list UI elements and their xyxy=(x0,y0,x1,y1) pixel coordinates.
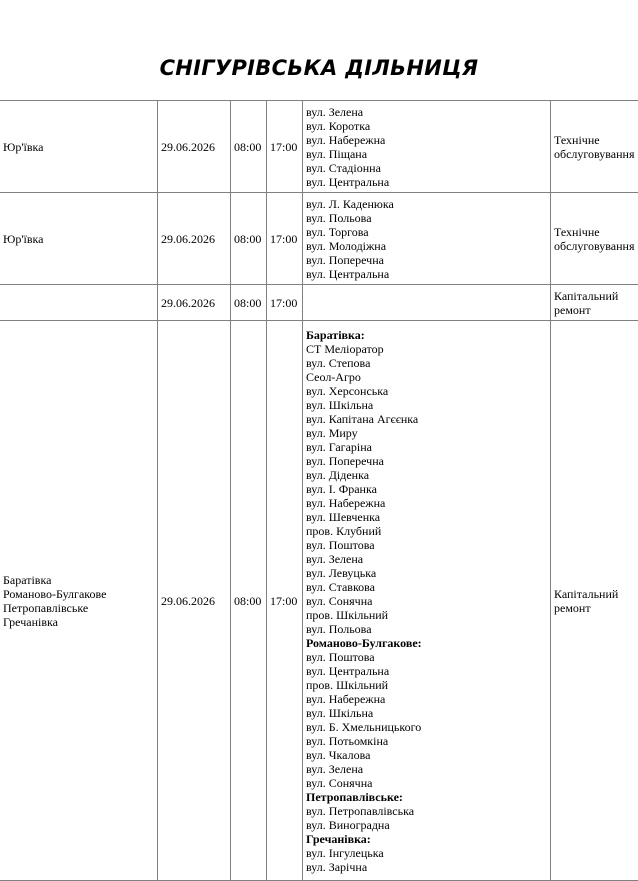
end-time-cell: 17:00 xyxy=(267,321,303,881)
street-item: вул. Б. Хмельницького xyxy=(306,720,547,734)
village-heading: Романово-Булгакове: xyxy=(306,636,547,650)
work-type-text: Капітальний xyxy=(554,289,638,303)
street-item: вул. Петропавлівська xyxy=(306,804,547,818)
street-item: вул. Потьомкіна xyxy=(306,734,547,748)
work-type-text: обслуговування xyxy=(554,147,638,161)
village-heading: Петропавлівське: xyxy=(306,790,547,804)
streets-cell xyxy=(303,101,551,193)
date-cell: 29.06.2026 xyxy=(158,101,231,193)
street-item: вул. Капітана Агєєнка xyxy=(306,412,547,426)
street-item: вул. Сонячна xyxy=(306,776,547,790)
work-type-cell xyxy=(551,285,638,321)
date-cell: 29.06.2026 xyxy=(158,285,231,321)
street-item: Сеол-Агро xyxy=(306,370,547,384)
settlement-name: Баратівка xyxy=(3,573,154,587)
street-item: вул. Зелена xyxy=(306,105,547,119)
street-item: вул. Зелена xyxy=(306,552,547,566)
streets-cell xyxy=(303,321,551,881)
street-item: вул. Центральна xyxy=(306,175,547,189)
street-item: вул. Поштова xyxy=(306,650,547,664)
street-item: вул. Чкалова xyxy=(306,748,547,762)
street-item: вул. Сонячна xyxy=(306,594,547,608)
street-item: вул. Набережна xyxy=(306,496,547,510)
work-type-text: обслуговування xyxy=(554,239,638,253)
street-item: вул. Набережна xyxy=(306,133,547,147)
street-item: вул. Херсонська xyxy=(306,384,547,398)
street-item: вул. Шевченка xyxy=(306,510,547,524)
street-item: вул. Степова xyxy=(306,356,547,370)
table-row xyxy=(0,193,638,285)
street-item: вул. Ставкова xyxy=(306,580,547,594)
street-item: вул. Миру xyxy=(306,426,547,440)
settlement-cell xyxy=(0,321,158,881)
settlement-cell xyxy=(0,101,158,193)
street-item: вул. Діденка xyxy=(306,468,547,482)
settlement-name: Романово-Булгакове xyxy=(3,587,154,601)
settlement-name: Гречанівка xyxy=(3,615,154,629)
work-type-cell xyxy=(551,321,638,881)
street-item: вул. Гагаріна xyxy=(306,440,547,454)
date-cell: 29.06.2026 xyxy=(158,193,231,285)
streets-cell xyxy=(303,193,551,285)
work-type-text: ремонт xyxy=(554,303,638,317)
street-item: вул. Шкільна xyxy=(306,398,547,412)
street-item: вул. Поперечна xyxy=(306,454,547,468)
streets-cell xyxy=(303,285,551,321)
settlement-cell xyxy=(0,285,158,321)
end-time-cell: 17:00 xyxy=(267,193,303,285)
street-item: пров. Шкільний xyxy=(306,608,547,622)
street-item: вул. Польова xyxy=(306,622,547,636)
end-time-cell: 17:00 xyxy=(267,285,303,321)
street-item: вул. Польова xyxy=(306,211,547,225)
street-item: вул. Зарічна xyxy=(306,860,547,874)
work-type-text: Капітальний xyxy=(554,587,638,601)
village-heading: Баратівка: xyxy=(306,328,547,342)
street-item: вул. Торгова xyxy=(306,225,547,239)
work-type-cell xyxy=(551,193,638,285)
settlement-name: Юр'ївка xyxy=(3,140,154,154)
date-cell: 29.06.2026 xyxy=(158,321,231,881)
street-item: вул. Шкільна xyxy=(306,706,547,720)
start-time-cell: 08:00 xyxy=(231,193,267,285)
street-item: вул. І. Франка xyxy=(306,482,547,496)
street-item: пров. Клубний xyxy=(306,524,547,538)
table-row xyxy=(0,101,638,193)
street-item: вул. Коротка xyxy=(306,119,547,133)
work-type-text: ремонт xyxy=(554,601,638,615)
street-item: вул. Левуцька xyxy=(306,566,547,580)
outage-schedule-table xyxy=(0,100,638,881)
table-row xyxy=(0,321,638,881)
street-item: вул. Центральна xyxy=(306,267,547,281)
start-time-cell: 08:00 xyxy=(231,321,267,881)
street-item: вул. Молодіжна xyxy=(306,239,547,253)
street-item: вул. Набережна xyxy=(306,692,547,706)
end-time-cell: 17:00 xyxy=(267,101,303,193)
village-heading: Гречанівка: xyxy=(306,832,547,846)
table-row xyxy=(0,285,638,321)
street-item: вул. Л. Каденюка xyxy=(306,197,547,211)
street-item: СТ Меліоратор xyxy=(306,342,547,356)
work-type-text: Технічне xyxy=(554,133,638,147)
street-item: вул. Зелена xyxy=(306,762,547,776)
street-item: вул. Інгулецька xyxy=(306,846,547,860)
street-item: вул. Виноградна xyxy=(306,818,547,832)
street-item: вул. Стадіонна xyxy=(306,161,547,175)
settlement-name: Юр'ївка xyxy=(3,232,154,246)
street-item: вул. Поперечна xyxy=(306,253,547,267)
street-item: пров. Шкільний xyxy=(306,678,547,692)
settlement-cell xyxy=(0,193,158,285)
street-item: вул. Піщана xyxy=(306,147,547,161)
start-time-cell: 08:00 xyxy=(231,285,267,321)
settlement-name: Петропавлівське xyxy=(3,601,154,615)
start-time-cell: 08:00 xyxy=(231,101,267,193)
work-type-text: Технічне xyxy=(554,225,638,239)
work-type-cell xyxy=(551,101,638,193)
page-title: СНІГУРІВСЬКА ДІЛЬНИЦЯ xyxy=(0,56,638,80)
street-item: вул. Поштова xyxy=(306,538,547,552)
street-item: вул. Центральна xyxy=(306,664,547,678)
